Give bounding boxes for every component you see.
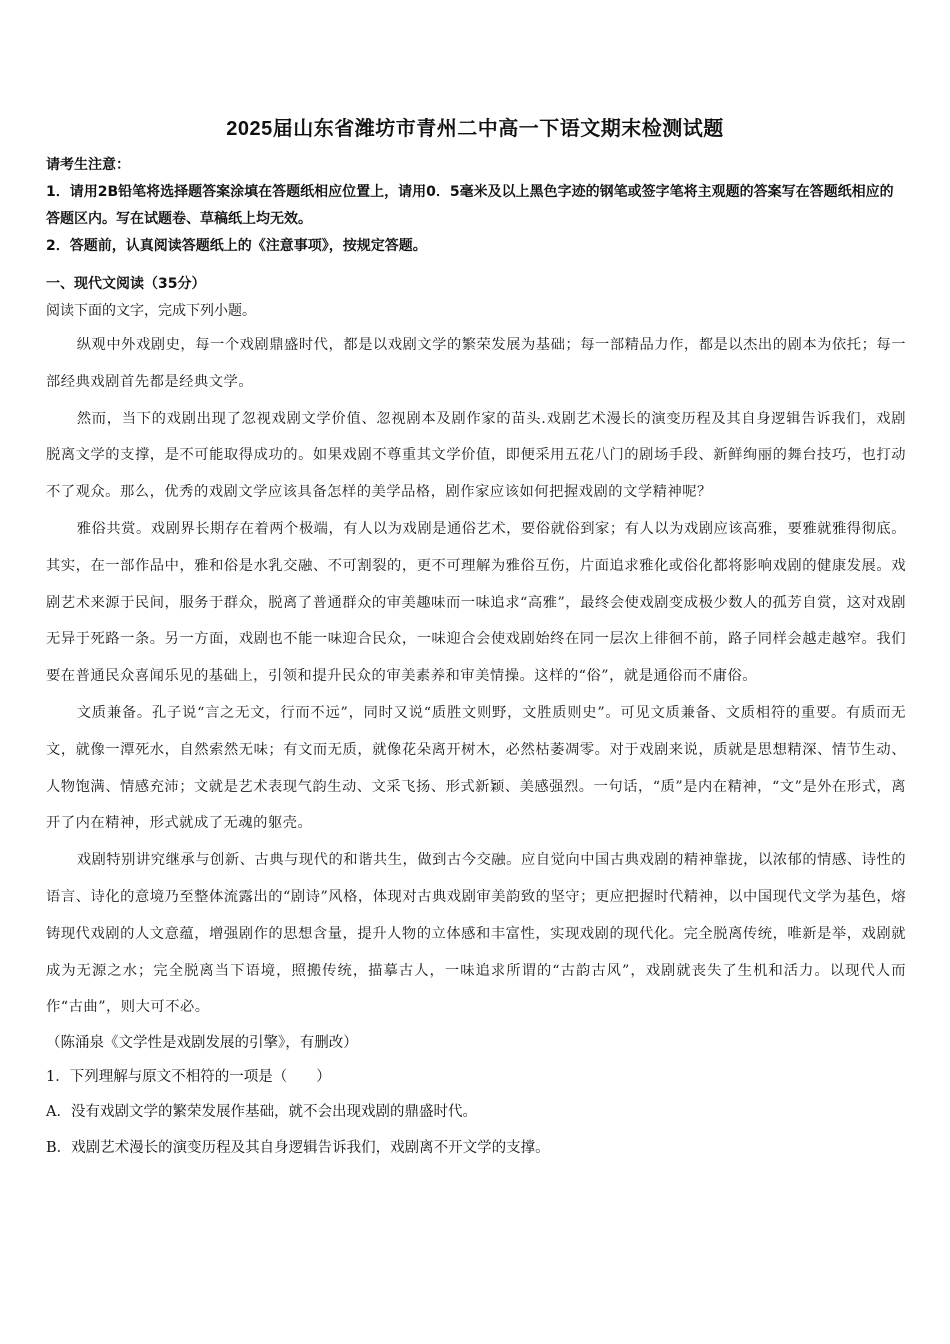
section-intro: 阅读下面的文字，完成下列小题。 — [46, 303, 256, 319]
reading-section — [46, 271, 906, 1166]
notice-item-1: 1．请用2B铅笔将选择题答案涂填在答题纸相应位置上，请用0．5毫米及以上黑色字迹的钢笔或签字笔将主观题的答案写在答题纸相应的答题区内。写在试题卷、草稿纸上均无效。 — [46, 184, 894, 227]
article — [46, 327, 906, 1026]
article-source: （陈涌泉《文学性是戏剧发展的引擎》，有删改） — [46, 1035, 358, 1052]
article-paragraph-2: 然而，当下的戏剧出现了忽视戏剧文学价值、忽视剧本及剧作家的苗头.戏剧艺术漫长的演变历程及其自身逻辑告诉我们，戏剧脱离文学的支撑，是不可能取得成功的。如果戏剧不尊重其文学价值，即便采用五花八门的剧场手段、新鲜绚丽的舞台技巧，也打动不了观众。那么，优秀的戏剧文学应该具备怎样的美学品格，剧作家应该如何把握戏剧的文学精神呢？ — [46, 410, 906, 501]
article-paragraph-5: 戏剧特别讲究继承与创新、古典与现代的和谐共生，做到古今交融。应自觉向中国古典戏剧的精神靠拢，以浓郁的情感、诗性的语言、诗化的意境乃至整体流露出的“剧诗”风格，体现对古典戏剧审美韵致的坚守；更应把握时代精神，以中国现代文学为基色，熔铸现代戏剧的人文意蕴，增强剧作的思想含量，提升人物的立体感和丰富性，实现戏剧的现代化。完全脱离传统，唯新是举，戏剧就成为无源之水；完全脱离当下语境，照搬传统，描摹古人，一味追求所谓的“古韵古风”，戏剧就丧失了生机和活力。以现代人而作“古曲”，则大可不必。 — [46, 852, 906, 1016]
notice-heading: 请考生注意： — [46, 157, 130, 173]
question-1-option-a: A．没有戏剧文学的繁荣发展作基础，就不会出现戏剧的鼎盛时代。 — [46, 1104, 477, 1121]
question-1-option-b: B．戏剧艺术漫长的演变历程及其自身逻辑告诉我们，戏剧离不开文学的支撑。 — [46, 1140, 550, 1157]
notice-block — [46, 152, 906, 260]
exam-title: 2025届山东省潍坊市青州二中高一下语文期末检测试题 — [226, 118, 724, 140]
question-1-stem: 1．下列理解与原文不相符的一项是（ ） — [46, 1069, 331, 1086]
notice-item-2: 2．答题前，认真阅读答题纸上的《注意事项》，按规定答题。 — [46, 238, 427, 254]
article-paragraph-4: 文质兼备。孔子说“言之无文，行而不远”，同时又说“质胜文则野，文胜质则史”。可见文质兼备、文质相符的重要。有质而无文，就像一潭死水，自然索然无味；有文而无质，就像花朵离开树木，必然枯萎凋零。对于戏剧来说，质就是思想精深、情节生动、人物饱满、情感充沛；文就是艺术表现气韵生动、文采飞扬、形式新颖、美感强烈。一句话，“质”是内在精神，“文”是外在形式，离开了内在精神，形式就成了无魂的躯壳。 — [46, 704, 906, 832]
article-paragraph-3: 雅俗共赏。戏剧界长期存在着两个极端，有人以为戏剧是通俗艺术，要俗就俗到家；有人以为戏剧应该高雅，要雅就雅得彻底。其实，在一部作品中，雅和俗是水乳交融、不可割裂的，更不可理解为雅俗互伤，片面追求雅化或俗化都将影响戏剧的健康发展。戏剧艺术来源于民间，服务于群众，脱离了普通群众的审美趣味而一味追求“高雅”，最终会使戏剧变成极少数人的孤芳自赏，这对戏剧无异于死路一条。另一方面，戏剧也不能一味迎合民众，一味迎合会使戏剧始终在同一层次上徘徊不前，路子同样会越走越窄。我们要在普通民众喜闻乐见的基础上，引领和提升民众的审美素养和审美情操。这样的“俗”，就是通俗而不庸俗。 — [46, 520, 906, 685]
article-paragraph-1: 纵观中外戏剧史，每一个戏剧鼎盛时代，都是以戏剧文学的繁荣发展为基础；每一部精品力作，都是以杰出的剧本为依托；每一部经典戏剧首先都是经典文学。 — [46, 337, 906, 390]
section-title: 一、现代文阅读（35分） — [46, 276, 206, 292]
